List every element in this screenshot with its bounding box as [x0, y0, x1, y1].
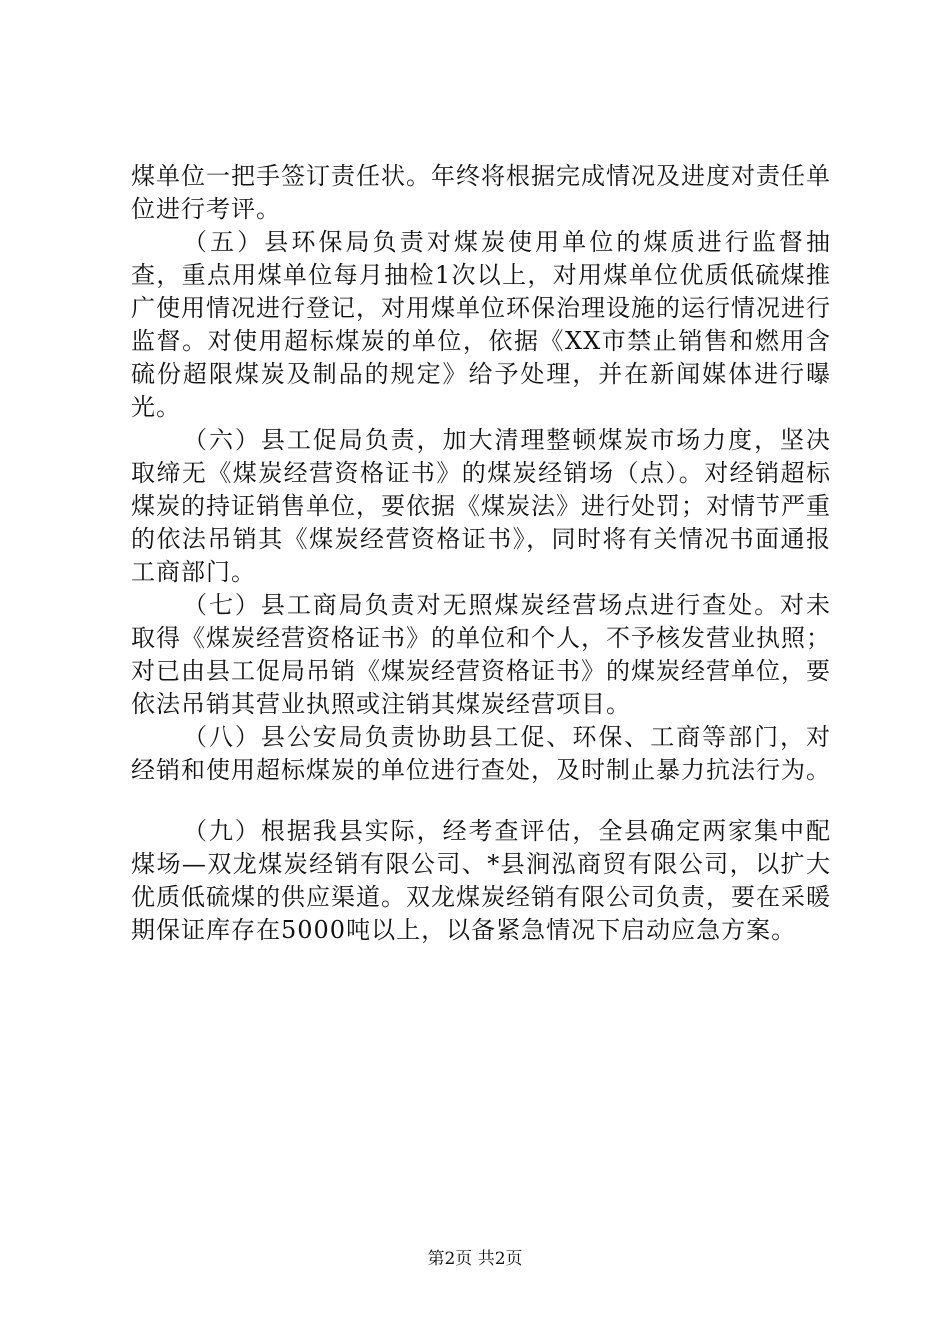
- paragraph-item-5: （五）县环保局负责对煤炭使用单位的煤质进行监督抽查，重点用煤单位每月抽检1次以上，对用煤单位优质低硫煤推广使用情况进行登记，对用煤单位环保治理设施的运行情况进行监督。对使用超标煤炭的单位，依据《XX市禁止销售和燃用含硫份超限煤炭及制品的规定》给予处理，并在新闻媒体进行曝光。: [131, 228, 831, 421]
- paragraph-spacer: [131, 787, 831, 815]
- paragraph-item-8: （八）县公安局负责协助县工促、环保、工商等部门，对经销和使用超标煤炭的单位进行查处，及时制止暴力抗法行为。: [131, 723, 831, 784]
- paragraph-item-9: （九）根据我县实际，经考查评估，全县确定两家集中配煤场—双龙煤炭经销有限公司、*县涧泓商贸有限公司，以扩大优质低硫煤的供应渠道。双龙煤炭经销有限公司负责，要在采暖期保证库存在5000吨以上，以备紧急情况下启动应急方案。: [131, 817, 831, 944]
- document-body: [131, 160, 831, 947]
- page-footer: 第2页 共2页: [427, 1249, 523, 1269]
- paragraph-continuation: 煤单位一把手签订责任状。年终将根据完成情况及进度对责任单位进行考评。: [131, 162, 831, 223]
- paragraph-item-6: （六）县工促局负责，加大清理整顿煤炭市场力度，坚决取缔无《煤炭经营资格证书》的煤炭经销场（点）。对经销超标煤炭的持证销售单位，要依据《煤炭法》进行处罚；对情节严重的依法吊销其《煤炭经营资格证书》，同时将有关情况书面通报工商部门。: [131, 426, 831, 586]
- paragraph-item-7: （七）县工商局负责对无照煤炭经营场点进行查处。对未取得《煤炭经营资格证书》的单位和个人，不予核发营业执照；对已由县工促局吊销《煤炭经营资格证书》的煤炭经营单位，要依法吊销其营业执照或注销其煤炭经营项目。: [131, 591, 831, 718]
